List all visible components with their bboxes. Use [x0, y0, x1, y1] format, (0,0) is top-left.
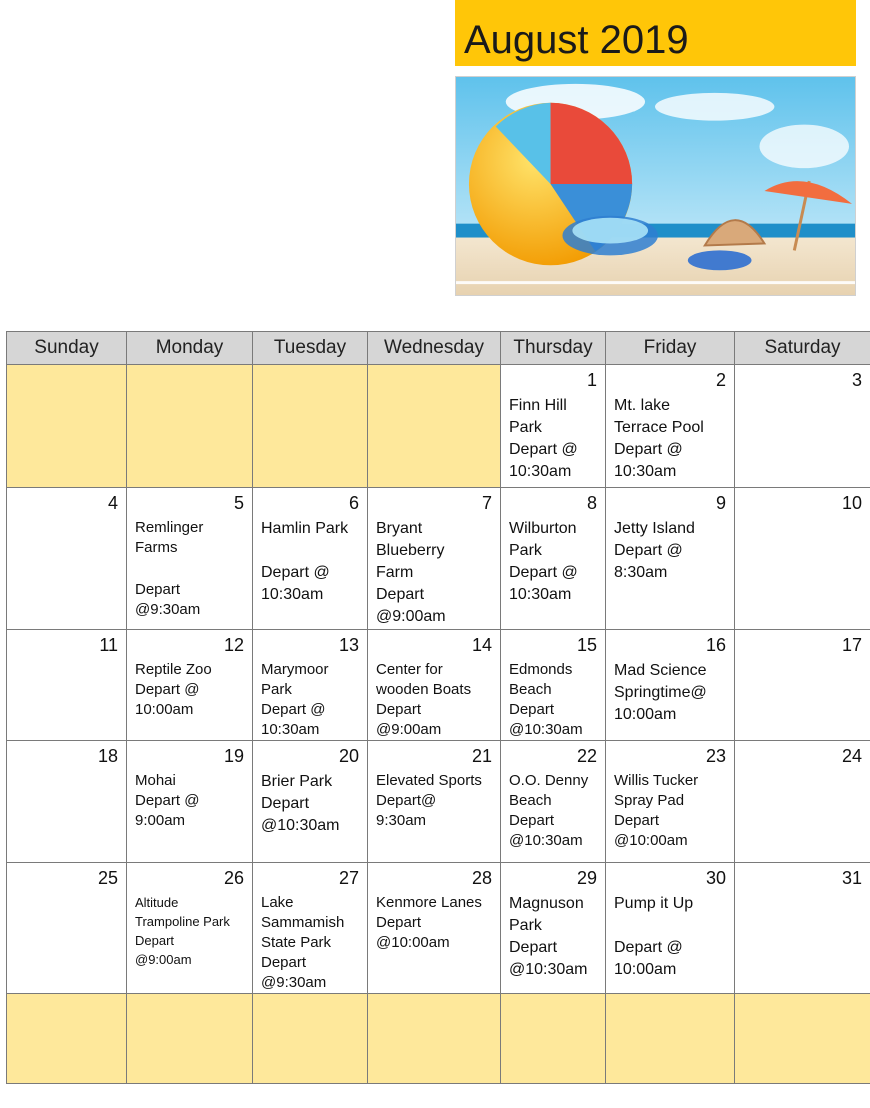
day-cell-13 — [253, 630, 368, 741]
calendar-grid — [6, 331, 870, 1084]
event-name: Beach — [509, 681, 552, 698]
day-number: 11 — [99, 635, 118, 655]
day-number: 30 — [705, 868, 726, 888]
event-time: @9:00am — [376, 721, 442, 738]
event-time: 9:00am — [135, 812, 186, 829]
weekday-friday: Friday — [606, 332, 735, 365]
day-cell-31 — [735, 863, 870, 994]
event-time: 10:30am — [509, 586, 572, 603]
week-row — [7, 365, 870, 488]
weekday-wednesday: Wednesday — [368, 332, 501, 365]
day-cell-8 — [501, 488, 606, 630]
event-name: Park — [509, 542, 542, 559]
day-number: 25 — [97, 868, 118, 888]
event-time: @10:30am — [509, 961, 588, 978]
event — [135, 893, 248, 969]
event — [614, 660, 730, 726]
weekday-saturday: Saturday — [735, 332, 870, 365]
day-number: 2 — [715, 370, 726, 390]
day-cell-11 — [7, 630, 127, 741]
empty-day-cell — [7, 994, 127, 1084]
day-cell-4 — [7, 488, 127, 630]
event-name: Park — [509, 419, 542, 436]
day-number: 26 — [223, 868, 244, 888]
empty-day-cell — [253, 994, 368, 1084]
empty-day-cell — [7, 365, 127, 488]
empty-day-cell — [368, 365, 501, 488]
event-name: Sammamish — [261, 914, 345, 931]
day-cell-25 — [7, 863, 127, 994]
month-title-bar — [455, 0, 856, 68]
day-cell-21 — [368, 741, 501, 863]
day-cell-14 — [368, 630, 501, 741]
day-number: 18 — [97, 746, 118, 766]
event-name: Jetty Island — [614, 520, 695, 537]
event-time: 10:30am — [509, 463, 572, 480]
event-name: Bryant — [376, 520, 423, 537]
day-number: 7 — [481, 493, 492, 513]
empty-day-cell — [127, 994, 253, 1084]
event-depart: Depart@ — [376, 792, 437, 809]
week-row — [7, 994, 870, 1084]
week-row — [7, 863, 870, 994]
event — [614, 395, 730, 483]
event-name: Magnuson — [509, 895, 584, 912]
event-time: 8:30am — [614, 564, 668, 581]
event-name: wooden Boats — [376, 681, 472, 698]
event-depart: Depart — [509, 939, 558, 956]
event-name: Edmonds — [509, 661, 573, 678]
day-number: 5 — [233, 493, 244, 513]
event-name: Terrace Pool — [614, 419, 704, 436]
event-name: Beach — [509, 792, 552, 809]
event-name: Blueberry — [376, 542, 445, 559]
day-number: 16 — [705, 635, 726, 655]
day-cell-9 — [606, 488, 735, 630]
event-depart: Depart — [376, 586, 425, 603]
empty-day-cell — [501, 994, 606, 1084]
day-cell-26 — [127, 863, 253, 994]
event-name: Trampoline Park — [135, 914, 230, 929]
day-number: 14 — [471, 635, 492, 655]
event — [614, 518, 730, 584]
day-number: 19 — [223, 746, 244, 766]
event-name: Park — [261, 681, 292, 698]
empty-day-cell — [127, 365, 253, 488]
event — [135, 518, 248, 620]
event — [261, 660, 363, 740]
day-cell-29 — [501, 863, 606, 994]
event-time: @10:00am — [376, 934, 450, 951]
event-name: Lake — [261, 894, 294, 911]
day-cell-5 — [127, 488, 253, 630]
event-name: O.O. Denny — [509, 772, 589, 789]
beach-illustration — [456, 77, 855, 295]
day-cell-1 — [501, 365, 606, 488]
event — [261, 771, 363, 837]
empty-day-cell — [735, 994, 870, 1084]
event-depart: Depart @ — [261, 701, 326, 718]
weekday-monday: Monday — [127, 332, 253, 365]
day-number: 21 — [471, 746, 492, 766]
event-time: 10:00am — [614, 706, 677, 723]
day-number: 22 — [576, 746, 597, 766]
event-time: @9:30am — [261, 974, 327, 991]
day-number: 4 — [107, 493, 118, 513]
beach-photo — [455, 76, 856, 296]
event-name: Altitude — [135, 895, 179, 910]
event-name: Finn Hill — [509, 397, 567, 414]
event-depart: Depart — [135, 581, 181, 598]
day-cell-30 — [606, 863, 735, 994]
event-name: Kenmore Lanes — [376, 894, 482, 911]
event-name: Spray Pad — [614, 792, 685, 809]
event — [376, 518, 496, 628]
event-depart: Depart — [135, 933, 175, 948]
day-number: 23 — [705, 746, 726, 766]
event-name: Mohai — [135, 772, 176, 789]
day-cell-3 — [735, 365, 870, 488]
event-depart: Depart — [376, 701, 422, 718]
empty-day-cell — [368, 994, 501, 1084]
week-row — [7, 488, 870, 630]
event-time: 10:30am — [261, 721, 320, 738]
day-cell-28 — [368, 863, 501, 994]
event-name: Center for — [376, 661, 443, 678]
event-time: @10:00am — [614, 832, 688, 849]
day-cell-12 — [127, 630, 253, 741]
event-name: Brier Park — [261, 773, 333, 790]
day-number: 31 — [841, 868, 862, 888]
day-cell-7 — [368, 488, 501, 630]
day-number: 10 — [841, 493, 862, 513]
event — [509, 395, 601, 483]
week-row — [7, 630, 870, 741]
month-title: August 2019 — [464, 18, 689, 62]
event-name: Wilburton — [509, 520, 577, 537]
event — [376, 660, 496, 740]
day-number: 29 — [576, 868, 597, 888]
event-name: Mt. lake — [614, 397, 671, 414]
day-cell-22 — [501, 741, 606, 863]
event-name: State Park — [261, 934, 332, 951]
event-depart: Depart @ — [509, 441, 578, 458]
event — [614, 893, 730, 981]
event-time: @10:30am — [509, 832, 583, 849]
event-depart: Springtime@ — [614, 684, 707, 701]
event-depart: Depart — [376, 914, 422, 931]
event-name: Hamlin Park — [261, 520, 349, 537]
event-time: @10:30am — [509, 721, 583, 738]
day-cell-6 — [253, 488, 368, 630]
event-depart: Depart @ — [135, 681, 200, 698]
day-cell-19 — [127, 741, 253, 863]
event-depart: Depart — [261, 795, 310, 812]
day-number: 13 — [338, 635, 359, 655]
day-number: 24 — [841, 746, 862, 766]
event-time: 10:30am — [261, 586, 324, 603]
event-name: Farms — [135, 539, 178, 556]
day-cell-27 — [253, 863, 368, 994]
event-depart: Depart — [261, 954, 307, 971]
event-time: @9:00am — [135, 952, 192, 967]
day-number: 1 — [586, 370, 597, 390]
event-time: 10:00am — [614, 961, 677, 978]
day-cell-17 — [735, 630, 870, 741]
event — [509, 518, 601, 606]
day-number: 28 — [471, 868, 492, 888]
event-name: Willis Tucker — [614, 772, 699, 789]
event — [376, 893, 496, 953]
day-cell-15 — [501, 630, 606, 741]
event-depart: Depart — [509, 701, 555, 718]
event-depart: Depart — [509, 812, 555, 829]
event-name: Reptile Zoo — [135, 661, 212, 678]
event-name: Pump it Up — [614, 895, 694, 912]
event-name: Marymoor — [261, 661, 329, 678]
event — [509, 893, 601, 981]
empty-day-cell — [606, 994, 735, 1084]
event-time: 9:30am — [376, 812, 427, 829]
event — [614, 771, 730, 851]
empty-day-cell — [253, 365, 368, 488]
event-name: Mad Science — [614, 662, 707, 679]
day-cell-18 — [7, 741, 127, 863]
event-time: 10:30am — [614, 463, 677, 480]
event — [261, 893, 363, 993]
event-depart: Depart @ — [261, 564, 330, 581]
weekday-tuesday: Tuesday — [253, 332, 368, 365]
event-name: Elevated Sports — [376, 772, 482, 789]
day-number: 6 — [348, 493, 359, 513]
day-cell-23 — [606, 741, 735, 863]
week-row — [7, 741, 870, 863]
event — [376, 771, 496, 831]
event-name: Remlinger — [135, 519, 204, 536]
day-cell-16 — [606, 630, 735, 741]
day-cell-10 — [735, 488, 870, 630]
event-depart: Depart @ — [614, 939, 683, 956]
event-depart: Depart @ — [614, 542, 683, 559]
weekday-sunday: Sunday — [7, 332, 127, 365]
day-number: 17 — [841, 635, 862, 655]
event-time: @9:30am — [135, 601, 201, 618]
day-number: 12 — [223, 635, 244, 655]
day-number: 3 — [851, 370, 862, 390]
event — [509, 660, 601, 740]
event — [261, 518, 363, 606]
event — [135, 771, 248, 831]
event-depart: Depart — [614, 812, 660, 829]
event-name: Park — [509, 917, 542, 934]
day-number: 9 — [715, 493, 726, 513]
day-cell-24 — [735, 741, 870, 863]
day-number: 27 — [338, 868, 359, 888]
event-depart: Depart @ — [509, 564, 578, 581]
event-time: @9:00am — [376, 608, 446, 625]
event — [509, 771, 601, 851]
event-depart: Depart @ — [614, 441, 683, 458]
event-depart: Depart @ — [135, 792, 200, 809]
day-number: 8 — [586, 493, 597, 513]
event-time: @10:30am — [261, 817, 340, 834]
day-cell-2 — [606, 365, 735, 488]
event — [135, 660, 248, 720]
event-time: 10:00am — [135, 701, 194, 718]
weekday-thursday: Thursday — [501, 332, 606, 365]
event-name: Farm — [376, 564, 414, 581]
day-number: 20 — [338, 746, 359, 766]
day-number: 15 — [576, 635, 597, 655]
weekday-header-row — [7, 332, 870, 365]
day-cell-20 — [253, 741, 368, 863]
